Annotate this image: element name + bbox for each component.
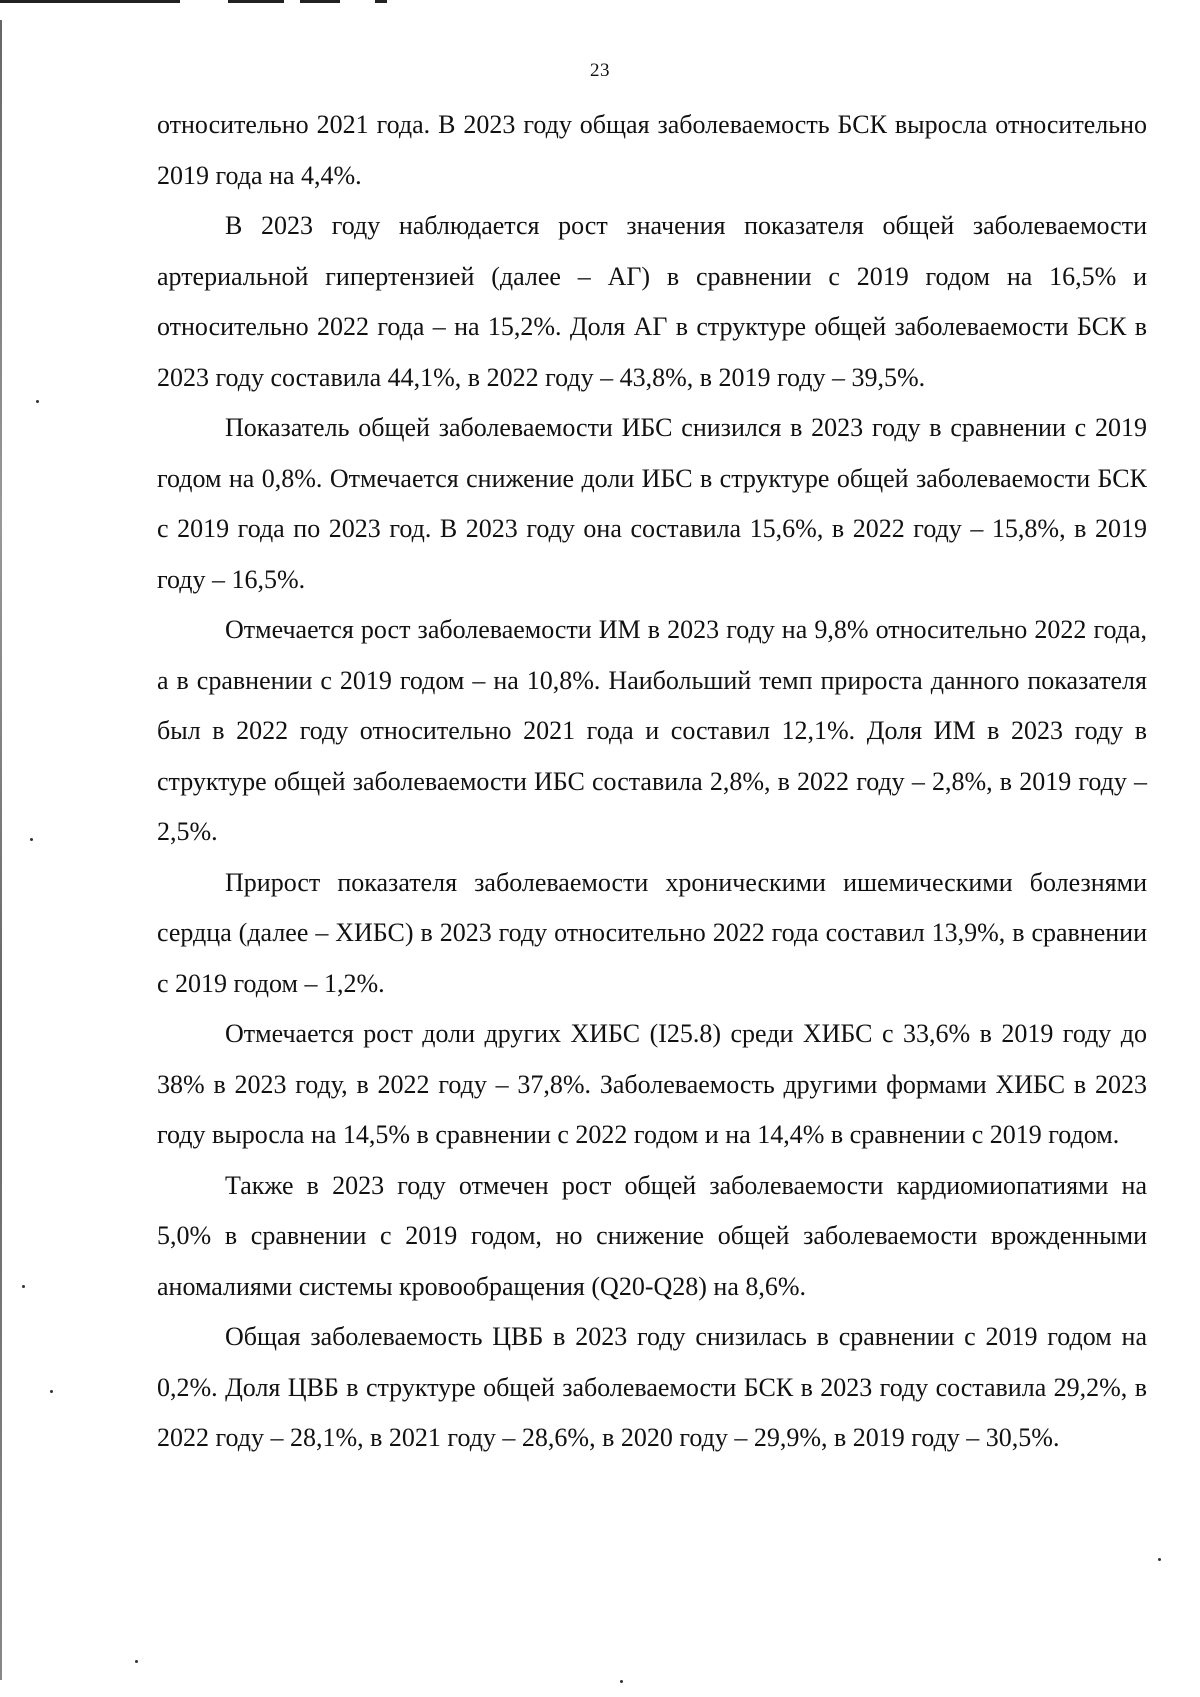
paragraph-continuation: относительно 2021 года. В 2023 году общая заболеваемость БСК выросла относительно 2019 года на 4,4%. [157,110,1147,190]
scan-speck [135,1660,138,1663]
scan-artifact-top [300,0,340,3]
paragraph-cardiomyopathies: Также в 2023 году отмечен рост общей заболеваемости кардиомиопатиями на 5,0% в сравнении с 2019 годом, но снижение общей заболеваемости врожденными аномалиями системы кровообращения (Q20-Q28) на 8,6%. [157,1170,1147,1301]
paragraph-ihd: Показатель общей заболеваемости ИБС снизился в 2023 году в сравнении с 2019 годом на 0,8%. Отмечается снижение доли ИБС в структуре общей заболеваемости БСК с 2019 года по 2023 год. В 2023 году она составила 15,6%, в 2022 году – 15,8%, в 2019 году – 16,5%. [157,413,1147,594]
scan-artifact-top [228,0,284,3]
scan-speck [50,1390,53,1393]
paragraph-chronic-ihd: Прирост показателя заболеваемости хроническими ишемическими болезнями сердца (далее – ХИБС) в 2023 году относительно 2022 года составил 13,9%, в сравнении с 2019 годом – 1,2%. [157,867,1147,998]
scan-speck [30,838,33,841]
scan-speck [36,400,39,403]
scan-speck [620,1680,623,1683]
scan-artifact-top [0,0,180,3]
scan-artifact-left-edge [0,20,2,1680]
scan-speck [1158,1558,1161,1561]
body-text [157,100,1147,1464]
paragraph-hypertension: В 2023 году наблюдается рост значения показателя общей заболеваемости артериальной гипертензией (далее – АГ) в сравнении с 2019 годом на 16,5% и относительно 2022 года – на 15,2%. Доля АГ в структуре общей заболеваемости БСК в 2023 году составила 44,1%, в 2022 году – 43,8%, в 2019 году – 39,5%. [157,211,1147,392]
page-number: 23 [590,60,610,81]
paragraph-myocardial-infarction: Отмечается рост заболеваемости ИМ в 2023 году на 9,8% относительно 2022 года, а в сравнении с 2019 годом – на 10,8%. Наибольший темп прироста данного показателя был в 2022 году относительно 2021 года и составил 12,1%. Доля ИМ в 2023 году в структуре общей заболеваемости ИБС составила 2,8%, в 2022 году – 2,8%, в 2019 году – 2,5%. [157,615,1147,846]
scan-artifact-top [375,0,387,3]
scan-speck [22,1285,25,1288]
paragraph-other-chronic-ihd: Отмечается рост доли других ХИБС (I25.8) среди ХИБС с 33,6% в 2019 году до 38% в 2023 году, в 2022 году – 37,8%. Заболеваемость другими формами ХИБС в 2023 году выросла на 14,5% в сравнении с 2022 годом и на 14,4% в сравнении с 2019 годом. [157,1019,1147,1149]
paragraph-cerebrovascular: Общая заболеваемость ЦВБ в 2023 году снизилась в сравнении с 2019 годом на 0,2%. Доля ЦВБ в структуре общей заболеваемости БСК в 2023 году составила 29,2%, в 2022 году – 28,1%, в 2021 году – 28,6%, в 2020 году – 29,9%, в 2019 году – 30,5%. [157,1322,1147,1452]
